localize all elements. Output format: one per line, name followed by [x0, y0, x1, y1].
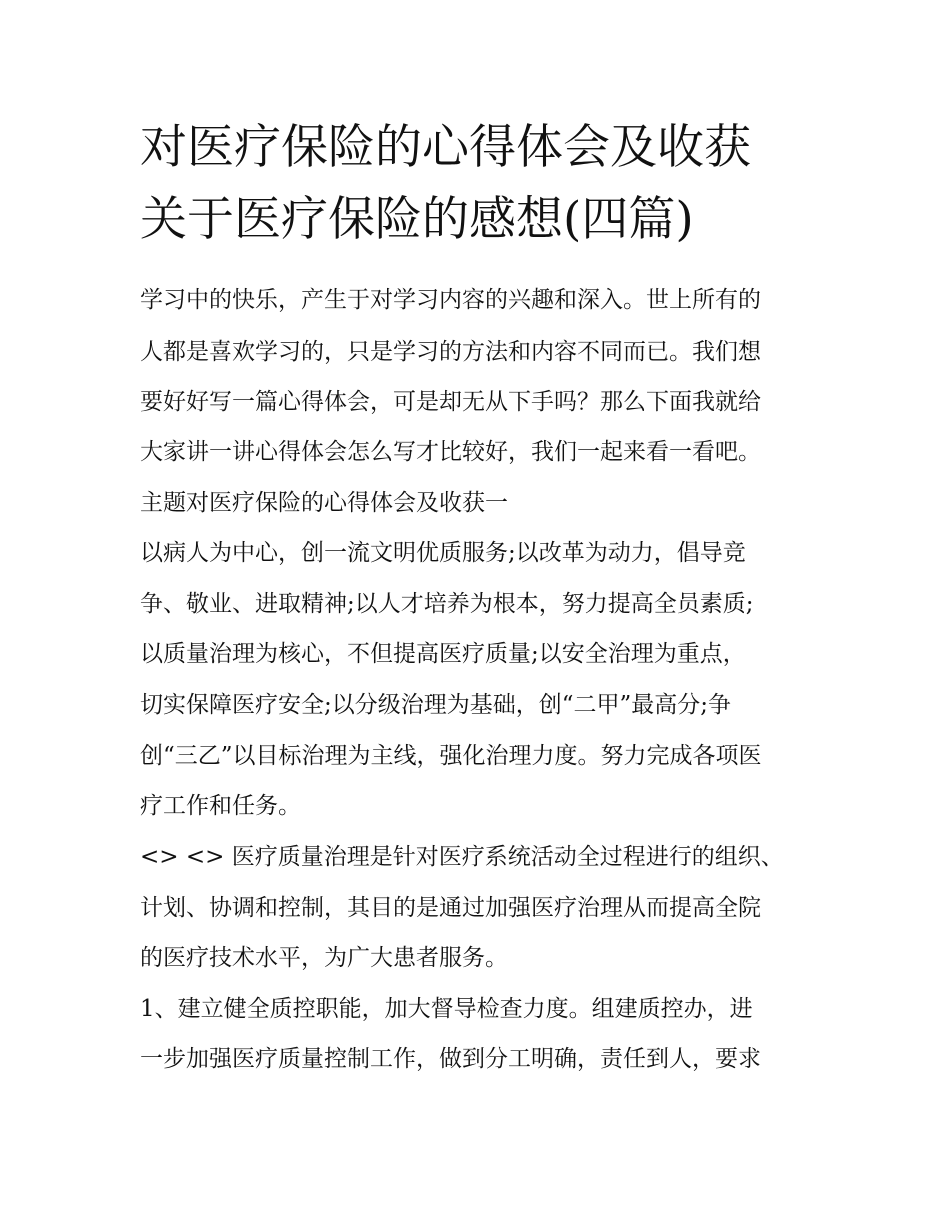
body-line-15: 1、建立健全质控职能，加大督导检查力度。组建质控办，进: [140, 996, 753, 1022]
section-heading: 主题对医疗保险的心得体会及收获一: [140, 490, 508, 516]
body-line-16: 一步加强医疗质量控制工作，做到分工明确，责任到人，要求: [140, 1046, 761, 1072]
body-line-14: 的医疗技术水平，为广大患者服务。: [140, 945, 508, 971]
body-line-6: 以病人为中心，创一流文明优质服务;以改革为动力，倡导竞: [140, 540, 746, 566]
body-line-12: <> <> 医疗质量治理是针对医疗系统活动全过程进行的组织、: [140, 844, 784, 870]
body-line-2: 人都是喜欢学习的，只是学习的方法和内容不同而已。我们想: [140, 339, 761, 365]
body-line-10: 创“三乙”以目标治理为主线，强化治理力度。努力完成各项医: [140, 743, 762, 769]
body-line-1: 学习中的快乐，产生于对学习内容的兴趣和深入。世上所有的: [140, 287, 761, 313]
body-line-9: 切实保障医疗安全;以分级治理为基础，创“二甲”最高分;争: [140, 692, 732, 718]
body-line-13: 计划、协调和控制，其目的是通过加强医疗治理从而提高全院: [140, 895, 761, 921]
body-line-7: 争、敬业、进取精神;以人才培养为根本，努力提高全员素质;: [140, 591, 754, 617]
body-line-3: 要好好写一篇心得体会，可是却无从下手吗？那么下面我就给: [140, 389, 761, 415]
document-title-line-1: 对医疗保险的心得体会及收获: [140, 120, 751, 175]
document-title-line-2: 关于医疗保险的感想(四篇): [140, 192, 694, 247]
body-line-11: 疗工作和任务。: [140, 793, 301, 819]
body-line-8: 以质量治理为核心，不但提高医疗质量;以安全治理为重点，: [140, 641, 746, 667]
body-line-4: 大家讲一讲心得体会怎么写才比较好，我们一起来看一看吧。: [140, 439, 761, 465]
